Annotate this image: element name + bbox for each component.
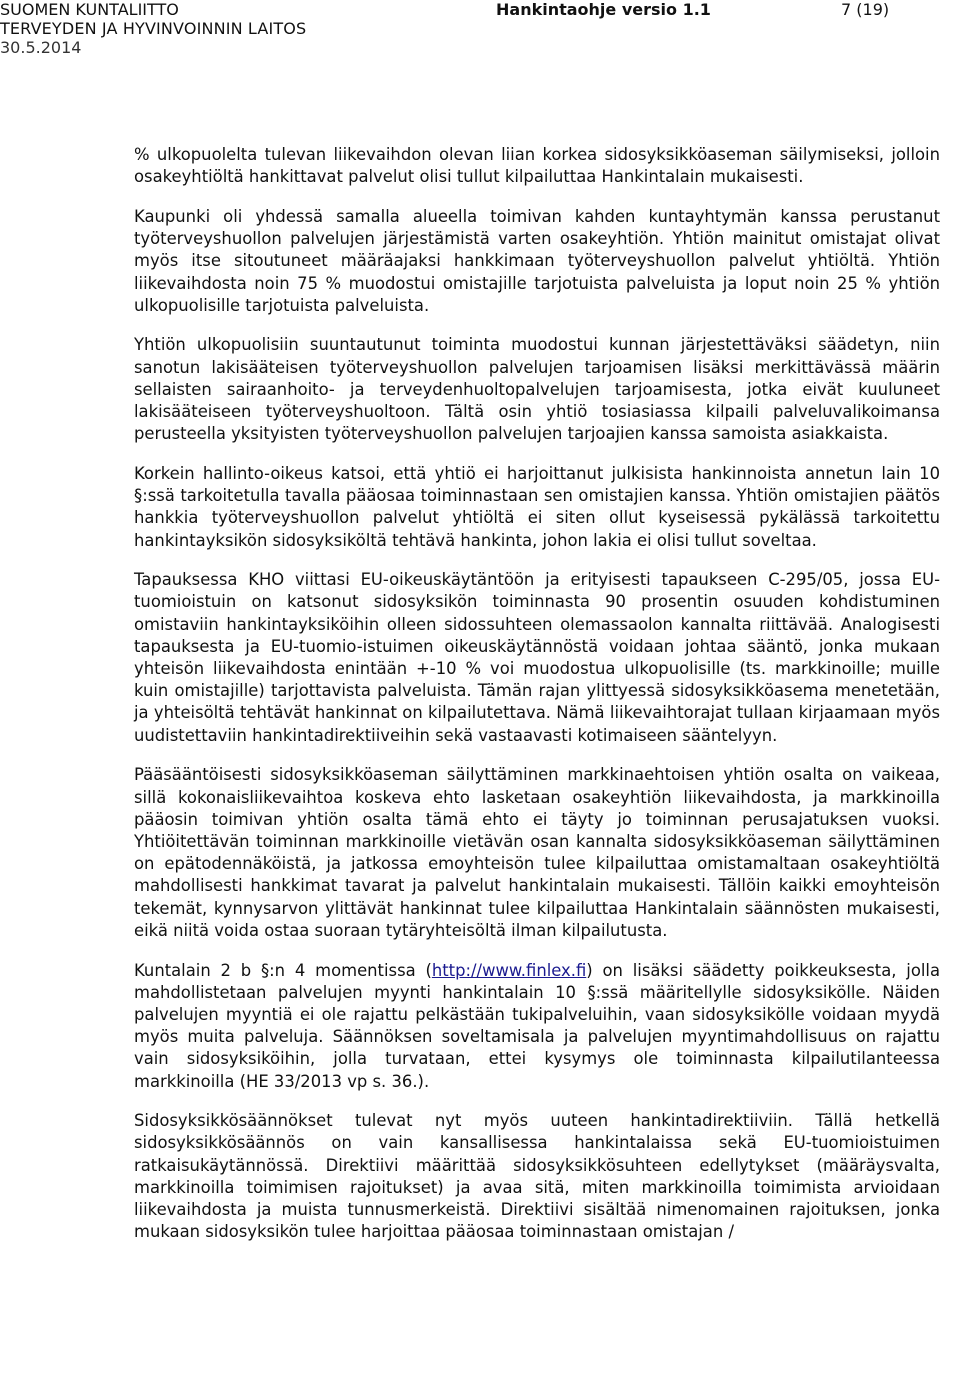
header-document-title: Hankintaohje versio 1.1 <box>496 0 711 19</box>
paragraph-1: % ulkopuolelta tulevan liikevaihdon olevan liian korkea sidosyksikköaseman säilymiseksi, jolloin osakeyhtiöltä hankittavat palvelut olisi tullut kilpailuttaa Hankintalain mukaisesti. <box>134 145 940 187</box>
header-date: 30.5.2014 <box>0 38 82 57</box>
header-org-thl: TERVEYDEN JA HYVINVOINNIN LAITOS <box>0 19 307 38</box>
paragraph-5: Tapauksessa KHO viittasi EU-oikeuskäytäntöön ja erityisesti tapaukseen C-295/05, jossa EU-tuomioistuin on katsonut sidosyksikön toiminnasta 90 prosentin osuuden kohdistuminen omistaviin hankintayksiköihin olleen sidossuhteen olemassaolon kannalta riittävää. Analogisesti tapauksesta ja EU-tuomio-istuimen oikeuskäytännöstä voidaan johtaa sääntö, jonka mukaan yhteisön liikevaihdosta enintään +-10 % voi muodostua ulkopuolisille (ts. markkinoille; muille kuin omistajille) tarjottavista palveluista. Tämän rajan ylittyessä sidosyksikköasema menetetään, ja yhteisöltä tehtävät hankinnat on kilpailutettava. Nämä liikevaihtorajat tullaan kirjaamaan myös uudistettaviin hankintadirektiiveihin sekä vastaavasti kotimaiseen sääntelyyn. <box>134 570 940 745</box>
header-page-number: 7 (19) <box>841 0 890 19</box>
paragraph-7-text-before: Kuntalain 2 b §:n 4 momentissa ( <box>134 960 432 980</box>
paragraph-7 <box>134 960 940 1093</box>
paragraph-4: Korkein hallinto-oikeus katsoi, että yhtiö ei harjoittanut julkisista hankinnoista annetun lain 10 §:ssä tarkoitetulla tavalla pääosaa toiminnastaan sen omistajien kanssa. Yhtiön omistajien päätös hankkia työterveyshuollon palvelut yhtiöltä ei siten ollut kyseisessä pykälässä tarkoitettu hankintayksikön sidosyksiköltä tehtävä hankinta, johon lakia ei olisi tullut soveltaa. <box>134 463 940 550</box>
paragraph-8: Sidosyksikkösäännökset tulevat nyt myös uuteen hankintadirektiiviin. Tällä hetkellä sidosyksikkösäännös on vain kansallisessa hankintalaissa sekä EU-tuomioistuimen ratkaisukäytännössä. Direktiivi määrittää sidosyksikkösuhteen edellytykset (määräysvalta, markkinoilla toimimisen rajoitukset) ja avaa sitä, miten markkinoilla toimimista arvioidaan liikevaihdosta ja muista tunnusmerkeistä. Direktiivi sisältää nimenomainen rajoituksen, jonka mukaan sidosyksikön tulee harjoittaa pääosaa toiminnastaan omistajan / <box>134 1111 940 1242</box>
paragraph-6: Pääsääntöisesti sidosyksikköaseman säilyttäminen markkinaehtoisen yhtiön osalta on vaikeaa, sillä kokonaisliikevaihtoa koskeva ehto lasketaan osakeyhtiön liikevaihdosta, ja markkinoilla pääosin toimivan yhtiön osalta tämä ehto ei täyty jo toiminnan perusajatuksen vuoksi. Yhtiöitettävän toiminnan markkinoille vietävän osan kannalta sidosyksikköaseman säilyttäminen on epätodennäköistä, ja jatkossa emoyhteisön tulee kilpailuttaa omistamaltaan osakeyhtiöltä mahdollisesti hankkimat tavarat ja palvelut hankintalain mukaisesti. Tällöin kaikki emoyhteisön tekemät, kynnysarvon ylittävät hankinnat tulee kilpailuttaa Hankintalain säännösten mukaisesti, eikä niitä voida ostaa suoraan tytäryhteisöltä ilman kilpailutusta. <box>134 765 940 940</box>
document-body <box>134 144 940 1261</box>
header-organizations <box>0 0 306 57</box>
paragraph-2: Kaupunki oli yhdessä samalla alueella toimivan kahden kuntayhtymän kanssa perustanut työterveyshuollon palvelujen järjestämistä varten osakeyhtiön. Yhtiön mainitut omistajat olivat myös itse sitoutuneet määräajaksi hankkimaan työterveyshuollon palvelut yhtiöltä. Yhtiön liikevaihdosta noin 75 % muodostui omistajille tarjotuista palveluista ja loput noin 25 % yhtiön ulkopuolisille tarjotuista palveluista. <box>134 206 940 315</box>
header-org-kuntaliitto: SUOMEN KUNTALIITTO <box>0 0 179 19</box>
paragraph-3: Yhtiön ulkopuolisiin suuntautunut toiminta muodostui kunnan järjestettäväksi säädetyn, niin sanotun lakisääteisen työterveyshuollon palvelujen tarjoamisen lisäksi merkittävässä määrin sellaisten sairaanhoito- ja terveydenhuoltopalvelujen tarjoamisesta, jotka eivät kuuluneet lakisääteiseen työterveyshuoltoon. Tältä osin yhtiö tosiasiassa kilpaili palveluvalikoimansa perusteella yksityisten työterveyshuollon palvelujen tarjoajien kanssa samoista asiakkaista. <box>134 335 940 444</box>
paragraph-7-text-after: ) on lisäksi säädetty poikkeuksesta, jolla mahdollistetaan palvelujen myynti hankintalain 10 §:ssä määritellylle sidosyksikölle. Näiden palvelujen myyntiä ei ole rajattu pelkästään tukipalveluihin, vaan sidosyksikölle voidaan myydä myös muita palveluja. Säännöksen soveltamisala ja palvelujen myyntimahdollisuus on rajattu vain sidosyksiköihin, jolla turvataan, ettei kysymys ole toiminnasta kilpailutilanteessa markkinoilla (HE 33/2013 vp s. 36.). <box>134 960 941 1091</box>
finlex-link[interactable]: http://www.finlex.fi <box>431 960 587 980</box>
page-header <box>0 0 960 60</box>
